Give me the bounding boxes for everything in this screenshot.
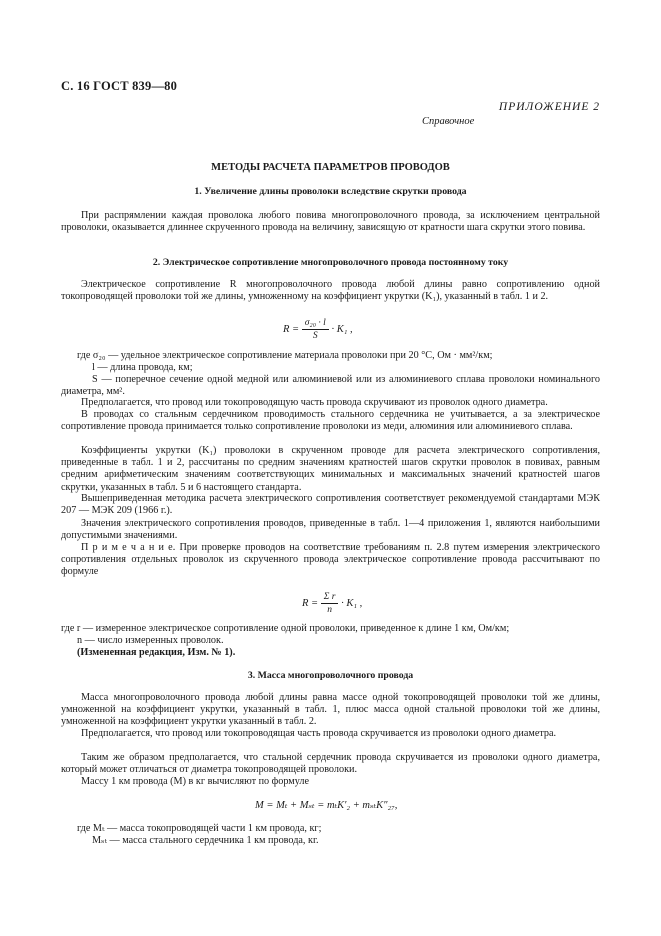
definition-r: где r — измеренное электрическое сопротивление одной проволоки, приведенное к длине 1 км, Ом/км; bbox=[61, 623, 510, 634]
appendix-reference: Справочное bbox=[422, 116, 475, 127]
formula-1-rhs: · K₁ , bbox=[331, 323, 353, 335]
definition-sigma: где σ₂₀ — удельное электрическое сопротивление материала проволоки при 20 °С, Ом · мм²/км; bbox=[77, 350, 493, 361]
formula-1-fraction bbox=[302, 318, 329, 341]
section-2-para-5: Значения электрического сопротивления проводов, приведенные в табл. 1—4 приложения 1, являются наибольшими допустимыми значениями. bbox=[61, 518, 600, 542]
definition-mass-conductor: где Mₜ — масса токопроводящей части 1 км провода, кг; bbox=[77, 823, 322, 834]
section-3-heading: 3. Масса многопроволочного провода bbox=[247, 670, 414, 681]
section-2-intro: Электрическое сопротивление R многопроволочного провода любой длины равно сопротивлению одной токопроводящей проволоки той же длины, умноженному на коэффициент укрутки (K₁), указанный в табл. 1 и 2. bbox=[61, 279, 600, 303]
definition-section: S — поперечное сечение одной медной или алюминиевой или из алюминиевого сплава проволоки номинального диаметра, мм². bbox=[61, 374, 600, 398]
section-3-para-1: Масса многопроволочного провода любой длины равна массе одной токопроводящей проволоки той же длины, умноженной на коэффициент укрутки, указанный в табл. 1, плюс масса одной стальной проволоки той же длины, умноженной на коэффициент укрутки указанный в табл. 2. bbox=[61, 692, 600, 728]
amendment-note: (Измененная редакция, Изм. № 1). bbox=[77, 647, 236, 658]
formula-1-numerator: σ₂₀ · l bbox=[302, 318, 329, 330]
section-2-para-1: Предполагается, что провод или токопроводящую часть провода скручивают из проволок одного диаметра. bbox=[81, 397, 548, 408]
page-header: С. 16 ГОСТ 839—80 bbox=[61, 79, 178, 93]
definition-n: n — число измеренных проволок. bbox=[77, 635, 224, 646]
formula-measured-resistance bbox=[302, 592, 362, 615]
section-2-para-3: Коэффициенты укрутки (K₁) проволоки в скрученном проводе для расчета электрического сопротивления, приведенные в табл. 1 и 2, рассчитаны по средним значениям кратностей шагов скрутки проволок в повивах, равным средним арифметическим значениям соответствующих минимальных и максимальных значений кратностей шагов скрутки, указанных в табл. 5 и 6 настоящего стандарта. bbox=[61, 445, 600, 493]
appendix-label: ПРИЛОЖЕНИЕ 2 bbox=[498, 101, 600, 113]
section-2-heading: 2. Электрическое сопротивление многопроволочного провода постоянному току bbox=[152, 257, 509, 268]
document-title: МЕТОДЫ РАСЧЕТА ПАРАМЕТРОВ ПРОВОДОВ bbox=[211, 162, 450, 173]
section-3-para-4: Массу 1 км провода (М) в кг вычисляют по формуле bbox=[81, 776, 309, 787]
formula-mass: M = Mₜ + Mₛₜ = mₜK′₂ + mₛₜK″₂₇, bbox=[255, 800, 398, 811]
section-3-para-3: Таким же образом предполагается, что стальной сердечник провода скручивается из проволоки одного диаметра, который может отличаться от диаметра токопроводящей проволоки. bbox=[61, 752, 600, 776]
formula-1-denominator: S bbox=[312, 331, 318, 341]
formula-2-fraction bbox=[321, 592, 339, 615]
formula-2-lhs: R = bbox=[302, 597, 319, 609]
formula-1-lhs: R = bbox=[283, 323, 300, 335]
definition-length: l — длина провода, км; bbox=[92, 362, 193, 373]
section-2-para-2: В проводах со стальным сердечником проводимость стального сердечника не учитывается, а за электрическое сопротивление провода принимается только сопротивление проволоки из меди, алюминия или алюминиевого сплава. bbox=[61, 409, 600, 433]
definition-mass-steel: Mₛₜ — масса стального сердечника 1 км провода, кг. bbox=[92, 835, 319, 846]
formula-2-rhs: · K₁ , bbox=[341, 597, 363, 609]
formula-2-numerator: Σ r bbox=[321, 592, 339, 604]
section-2-note: П р и м е ч а н и е. При проверке проводов на соответствие требованиям п. 2.8 путем измерения электрического сопротивления отдельных проволок из скрученного провода электрическое сопротивление провода рассчитывают по формуле bbox=[61, 542, 600, 578]
formula-resistance bbox=[283, 318, 353, 341]
section-2-para-4: Вышеприведенная методика расчета электрического сопротивления соответствует рекомендуемой стандартами МЭК 207 — МЭК 209 (1966 г.). bbox=[61, 493, 600, 517]
formula-2-denominator: n bbox=[327, 605, 332, 615]
section-3-para-2: Предполагается, что провод или токопроводящая часть провода скручивается из проволоки одного диаметра. bbox=[81, 728, 557, 739]
section-1-text: При распрямлении каждая проволока любого повива многопроволочного провода, за исключением центральной проволоки, оказывается длиннее скрученного провода на величину, зависящую от кратности шага скрутки этого повива. bbox=[61, 210, 600, 234]
section-1-heading: 1. Увеличение длины проволоки вследствие скрутки провода bbox=[194, 186, 467, 197]
